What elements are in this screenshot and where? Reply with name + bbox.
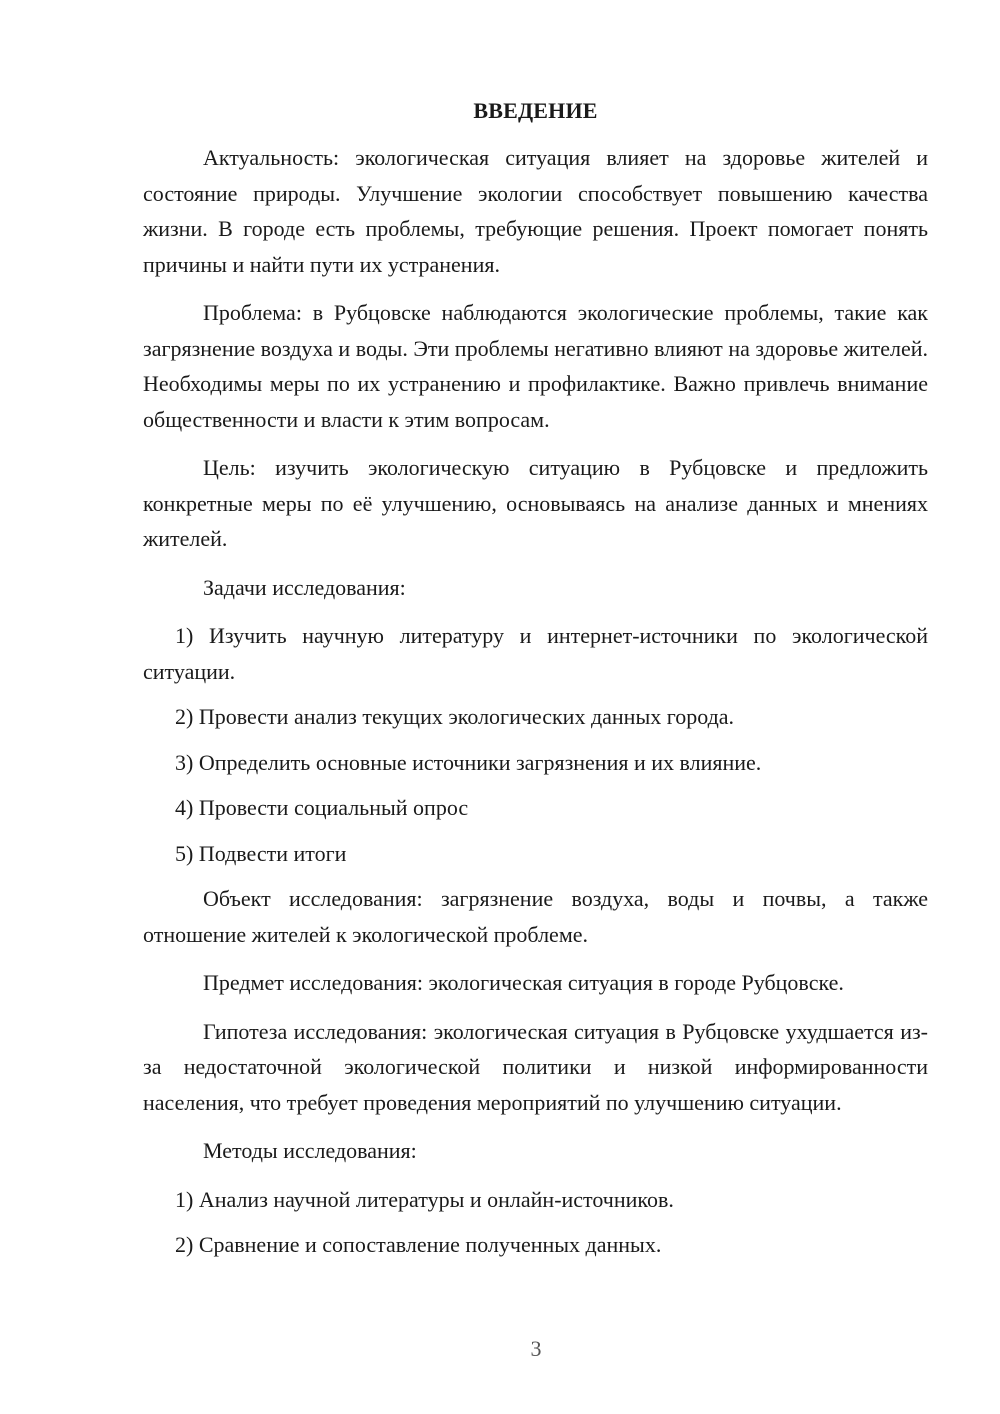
task-item-1: 1) Изучить научную литературу и интернет-источники по экологической ситуации. xyxy=(143,623,928,684)
task-item-2: 2) Провести анализ текущих экологических данных города. xyxy=(175,704,735,729)
document-body xyxy=(143,96,928,1273)
tasks-title: Задачи исследования: xyxy=(203,574,406,600)
page-number: 3 xyxy=(530,1336,542,1361)
task-item-3: 3) Определить основные источники загрязнения и их влияние. xyxy=(175,749,762,775)
paragraph-hypothesis: Гипотеза исследования: экологическая ситуация в Рубцовске ухудшается из-за недостаточной экологической политики и низкой информированности населения, что требует проведения мероприятий по улучшению ситуации. xyxy=(143,1018,928,1115)
task-item-5: 5) Подвести итоги xyxy=(175,840,347,866)
paragraph-goal: Цель: изучить экологическую ситуацию в Рубцовске и предложить конкретные меры по её улучшению, основываясь на анализе данных и мнениях жителей. xyxy=(143,455,928,551)
methods-title: Методы исследования: xyxy=(203,1138,417,1163)
paragraph-object: Объект исследования: загрязнение воздуха, воды и почвы, а также отношение жителей к экологической проблеме. xyxy=(143,886,928,947)
method-item-2: 2) Сравнение и сопоставление полученных данных. xyxy=(175,1232,662,1257)
paragraph-problem: Проблема: в Рубцовске наблюдаются экологические проблемы, такие как загрязнение воздуха и воды. Эти проблемы негативно влияют на здоровье жителей. Необходимы меры по их устранению и профилактике. Важно привлечь внимание общественности и власти к этим вопросам. xyxy=(143,300,928,432)
task-item-4: 4) Провести социальный опрос xyxy=(175,795,469,820)
paragraph-subject: Предмет исследования: экологическая ситуация в городе Рубцовске. xyxy=(203,970,844,995)
method-item-1: 1) Анализ научной литературы и онлайн-источников. xyxy=(175,1186,674,1212)
section-heading: ВВЕДЕНИЕ xyxy=(473,98,598,123)
paragraph-relevance: Актуальность: экологическая ситуация влияет на здоровье жителей и состояние природы. Улучшение экологии способствует повышению качества жизни. В городе есть проблемы, требующие решения. Проект помогает понять причины и найти пути их устранения. xyxy=(143,145,928,277)
